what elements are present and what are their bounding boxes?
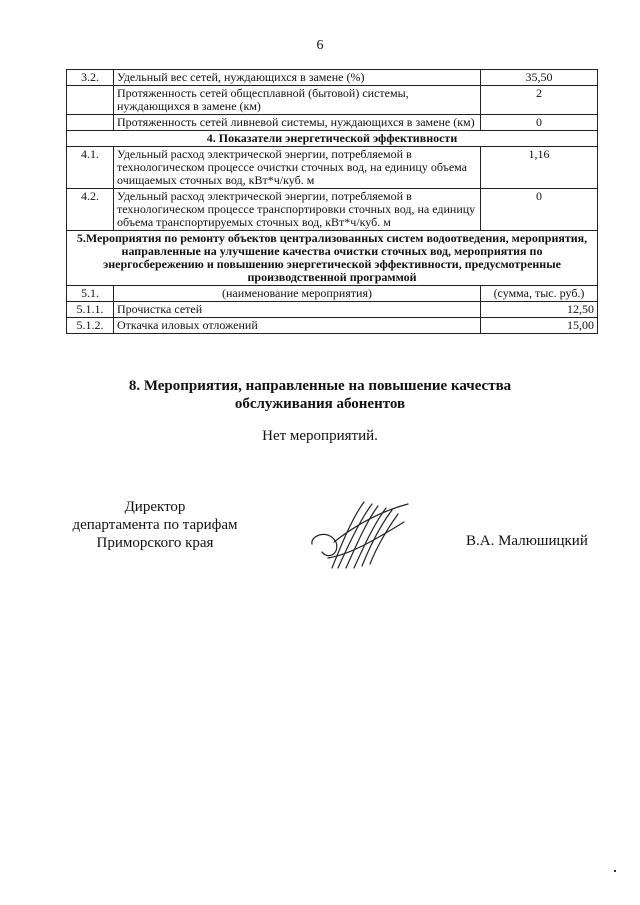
table-row xyxy=(67,286,598,302)
handwritten-signature xyxy=(308,498,418,572)
section-8-body: Нет мероприятий. xyxy=(262,428,378,444)
section-header-row xyxy=(67,231,598,286)
row-value: 15,00 xyxy=(481,318,598,334)
signatory-title-line2: департамента по тарифам xyxy=(72,517,238,533)
row-value: 1,16 xyxy=(481,147,598,189)
row-number xyxy=(67,115,114,131)
table-row xyxy=(67,86,598,115)
signatory-title xyxy=(62,498,248,552)
row-number xyxy=(67,86,114,115)
table-row xyxy=(67,147,598,189)
section-8-heading xyxy=(0,377,640,413)
row-description: Удельный вес сетей, нуждающихся в замене (%) xyxy=(114,70,481,86)
section-8-heading-line1: 8. Мероприятия, направленные на повышение качества xyxy=(128,378,512,394)
row-description: Протяженность сетей ливневой системы, нуждающихся в замене (км) xyxy=(114,115,481,131)
signatory-title-line1: Директор xyxy=(124,499,186,515)
section-8-heading-line2: обслуживания абонентов xyxy=(234,396,406,412)
row-number: 4.2. xyxy=(67,189,114,231)
section-4-title: 4. Показатели энергетической эффективности xyxy=(67,131,598,147)
section-header-row xyxy=(67,131,598,147)
row-value: (сумма, тыс. руб.) xyxy=(481,286,598,302)
row-value: 12,50 xyxy=(481,302,598,318)
section-5-title: 5.Мероприятия по ремонту объектов централизованных систем водоотведения, мероприятия, направленные на улучшение качества очистки сточных вод, мероприятия по энергосбережению и повышению энергетической эффективности, предусмотренные производственной программой xyxy=(67,231,598,286)
row-value: 0 xyxy=(481,115,598,131)
table-row xyxy=(67,189,598,231)
signatory-name: В.А. Малюшицкий xyxy=(466,533,588,549)
row-value: 2 xyxy=(481,86,598,115)
row-number: 5.1. xyxy=(67,286,114,302)
row-description: Прочистка сетей xyxy=(114,302,481,318)
table-row xyxy=(67,302,598,318)
row-value: 0 xyxy=(481,189,598,231)
row-description: Удельный расход электрической энергии, потребляемой в технологическом процессе очистки сточных вод, на единицу объема очищаемых сточных вод, кВт*ч/куб. м xyxy=(114,147,481,189)
row-description: (наименование мероприятия) xyxy=(114,286,481,302)
row-value: 35,50 xyxy=(481,70,598,86)
row-number: 5.1.1. xyxy=(67,302,114,318)
table-row xyxy=(67,318,598,334)
row-description: Протяженность сетей общесплавной (бытовой) системы, нуждающихся в замене (км) xyxy=(114,86,481,115)
row-number: 5.1.2. xyxy=(67,318,114,334)
table-row xyxy=(67,115,598,131)
row-number: 4.1. xyxy=(67,147,114,189)
row-number: 3.2. xyxy=(67,70,114,86)
signatory-title-line3: Приморского края xyxy=(96,535,214,551)
row-description: Откачка иловых отложений xyxy=(114,318,481,334)
row-description: Удельный расход электрической энергии, потребляемой в технологическом процессе транспортировки сточных вод, на единицу объема транспортируемых сточных вод, кВт*ч/куб. м xyxy=(114,189,481,231)
indicators-table xyxy=(66,69,598,334)
scan-mark xyxy=(614,870,616,872)
table-row xyxy=(67,70,598,86)
page-number: 6 xyxy=(316,38,324,53)
